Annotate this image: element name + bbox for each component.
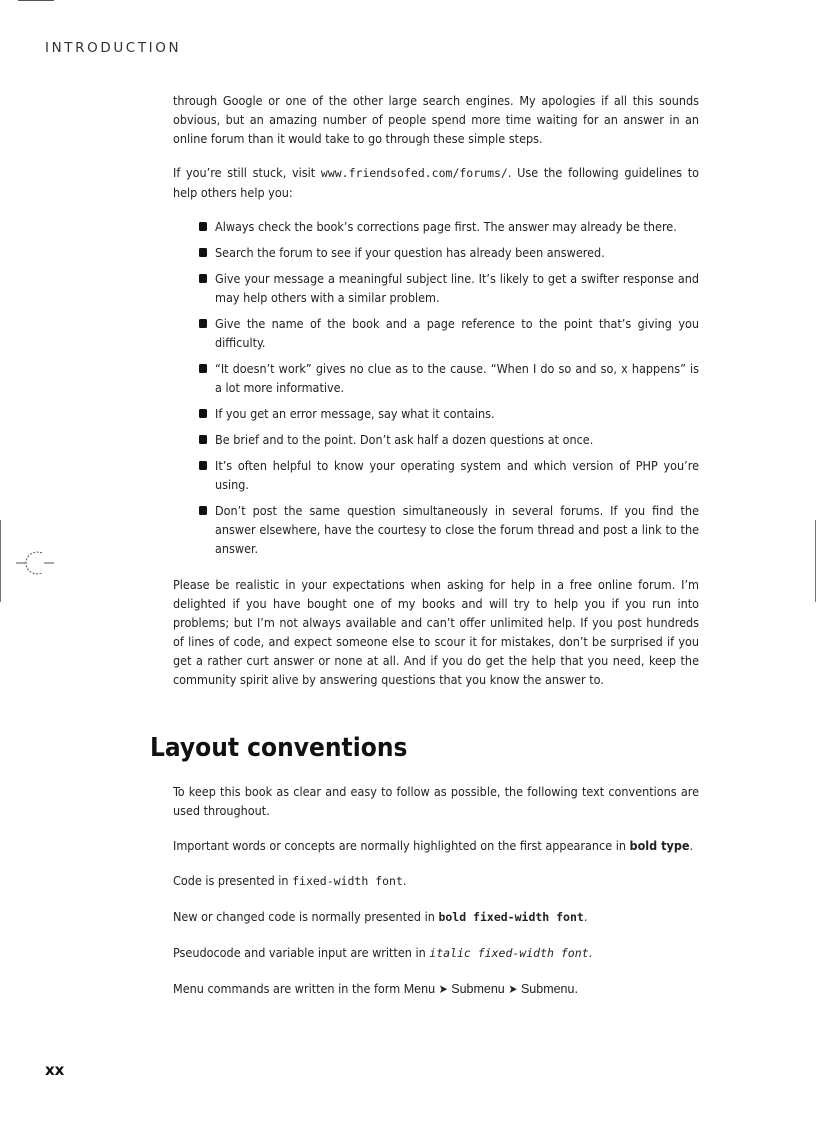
- section-heading: Layout conventions: [150, 733, 408, 763]
- paragraph-forum-visit: [173, 163, 699, 202]
- italic-fixed-width-sample: italic fixed-width font: [429, 946, 589, 960]
- bullet-icon: [199, 461, 207, 470]
- arrow-right-icon: ➤: [508, 982, 518, 996]
- paragraph-text: .: [689, 838, 694, 853]
- list-item: [215, 456, 699, 494]
- paragraph-text: Code is presented in: [173, 873, 293, 888]
- running-header: INTRODUCTION: [45, 40, 182, 56]
- bold-type-sample: bold type: [629, 838, 690, 853]
- submenu-sample: Submenu: [451, 982, 505, 996]
- paragraph-text: .: [402, 873, 407, 888]
- paragraph-search-engines: through Google or one of the other large search engines. My apologies if all this sounds obvious, but an amazing number of people spend more time waiting for an answer in an online forum than it would take to go through these simple steps.: [173, 93, 699, 146]
- margin-rule-left: [0, 520, 1, 602]
- forum-url-link[interactable]: www.friendsofed.com/forums/: [320, 166, 508, 180]
- paragraph-text: .: [574, 981, 579, 996]
- list-item: [215, 314, 699, 352]
- list-item: [215, 269, 699, 307]
- paragraph-text: Menu commands are written in the form: [173, 981, 404, 996]
- list-item-text: Be brief and to the point. Don’t ask half a dozen questions at once.: [215, 432, 594, 447]
- paragraph-text: If you’re still stuck, visit: [173, 165, 321, 180]
- list-item-text: Give the name of the book and a page reference to the point that’s giving you difficulty.: [215, 316, 699, 350]
- page-number: xx: [45, 1061, 65, 1079]
- bullet-icon: [199, 248, 207, 257]
- bullet-icon: [199, 364, 207, 373]
- submenu-sample: Submenu: [520, 982, 575, 996]
- list-item: [215, 430, 699, 449]
- guidelines-list: [173, 217, 699, 558]
- list-item-text: If you get an error message, say what it contains.: [215, 406, 495, 421]
- list-item: [215, 404, 699, 423]
- list-item-text: It’s often helpful to know your operating system and which version of PHP you’re using.: [215, 458, 699, 492]
- list-item: [215, 501, 699, 558]
- paragraph-text: .: [588, 945, 593, 960]
- paragraph-text: New or changed code is normally presented in: [173, 909, 439, 924]
- paragraph-conventions-intro: To keep this book as clear and easy to follow as possible, the following text conventions are used throughout.: [173, 784, 699, 818]
- bullet-icon: [199, 319, 207, 328]
- bold-fixed-width-sample: bold fixed-width font: [438, 910, 584, 924]
- list-item-text: “It doesn’t work” gives no clue as to the cause. “When I do so and so, x happens” is a lot more informative.: [215, 361, 699, 395]
- paragraph-text: .: [583, 909, 588, 924]
- list-item: [215, 243, 699, 262]
- paragraph-menu-convention: [173, 979, 699, 999]
- list-item: [215, 217, 699, 236]
- list-item-text: Search the forum to see if your question has already been answered.: [215, 245, 605, 260]
- crop-mark-top: [18, 0, 54, 1]
- paragraph-bold-convention: [173, 836, 699, 855]
- bullet-icon: [199, 409, 207, 418]
- bullet-icon: [199, 222, 207, 231]
- paragraph-expectations: Please be realistic in your expectations when asking for help in a free online forum. I’m delighted if you have bought one of my books and will try to help you if you run into problems; but I’m not always available and can’t offer unlimited help. If you post hundreds of lines of code, and expect someone else to scour it for mistakes, don’t be surprised if you get a rather curt answer or none at all. And if you do get the help that you need, keep the community spirit alive by answering questions that you know the answer to.: [173, 577, 699, 687]
- registration-mark-icon: [14, 549, 56, 577]
- bullet-icon: [199, 506, 207, 515]
- list-item-text: Give your message a meaningful subject line. It’s likely to get a swifter response and may help others with a similar problem.: [215, 271, 699, 305]
- list-item-text: Always check the book’s corrections page first. The answer may already be there.: [215, 219, 677, 234]
- list-item-text: Don’t post the same question simultaneously in several forums. If you find the answer elsewhere, have the courtesy to close the forum thread and post a link to the answer.: [215, 503, 699, 556]
- fixed-width-sample: fixed-width font: [292, 874, 403, 888]
- bullet-icon: [199, 274, 207, 283]
- conventions-text: [173, 782, 699, 1015]
- paragraph-text: Pseudocode and variable input are written in: [173, 945, 430, 960]
- bullet-icon: [199, 435, 207, 444]
- menu-sample: Menu: [403, 982, 436, 996]
- body-text: [173, 91, 699, 704]
- list-item: [215, 359, 699, 397]
- paragraph-new-code-convention: [173, 907, 699, 927]
- paragraph-pseudocode-convention: [173, 943, 699, 963]
- paragraph-code-convention: [173, 871, 699, 891]
- arrow-right-icon: ➤: [438, 982, 448, 996]
- paragraph-text: Important words or concepts are normally highlighted on the first appearance in: [173, 838, 630, 853]
- paragraph-text: . Use the following guidelines to help others help you:: [173, 165, 700, 200]
